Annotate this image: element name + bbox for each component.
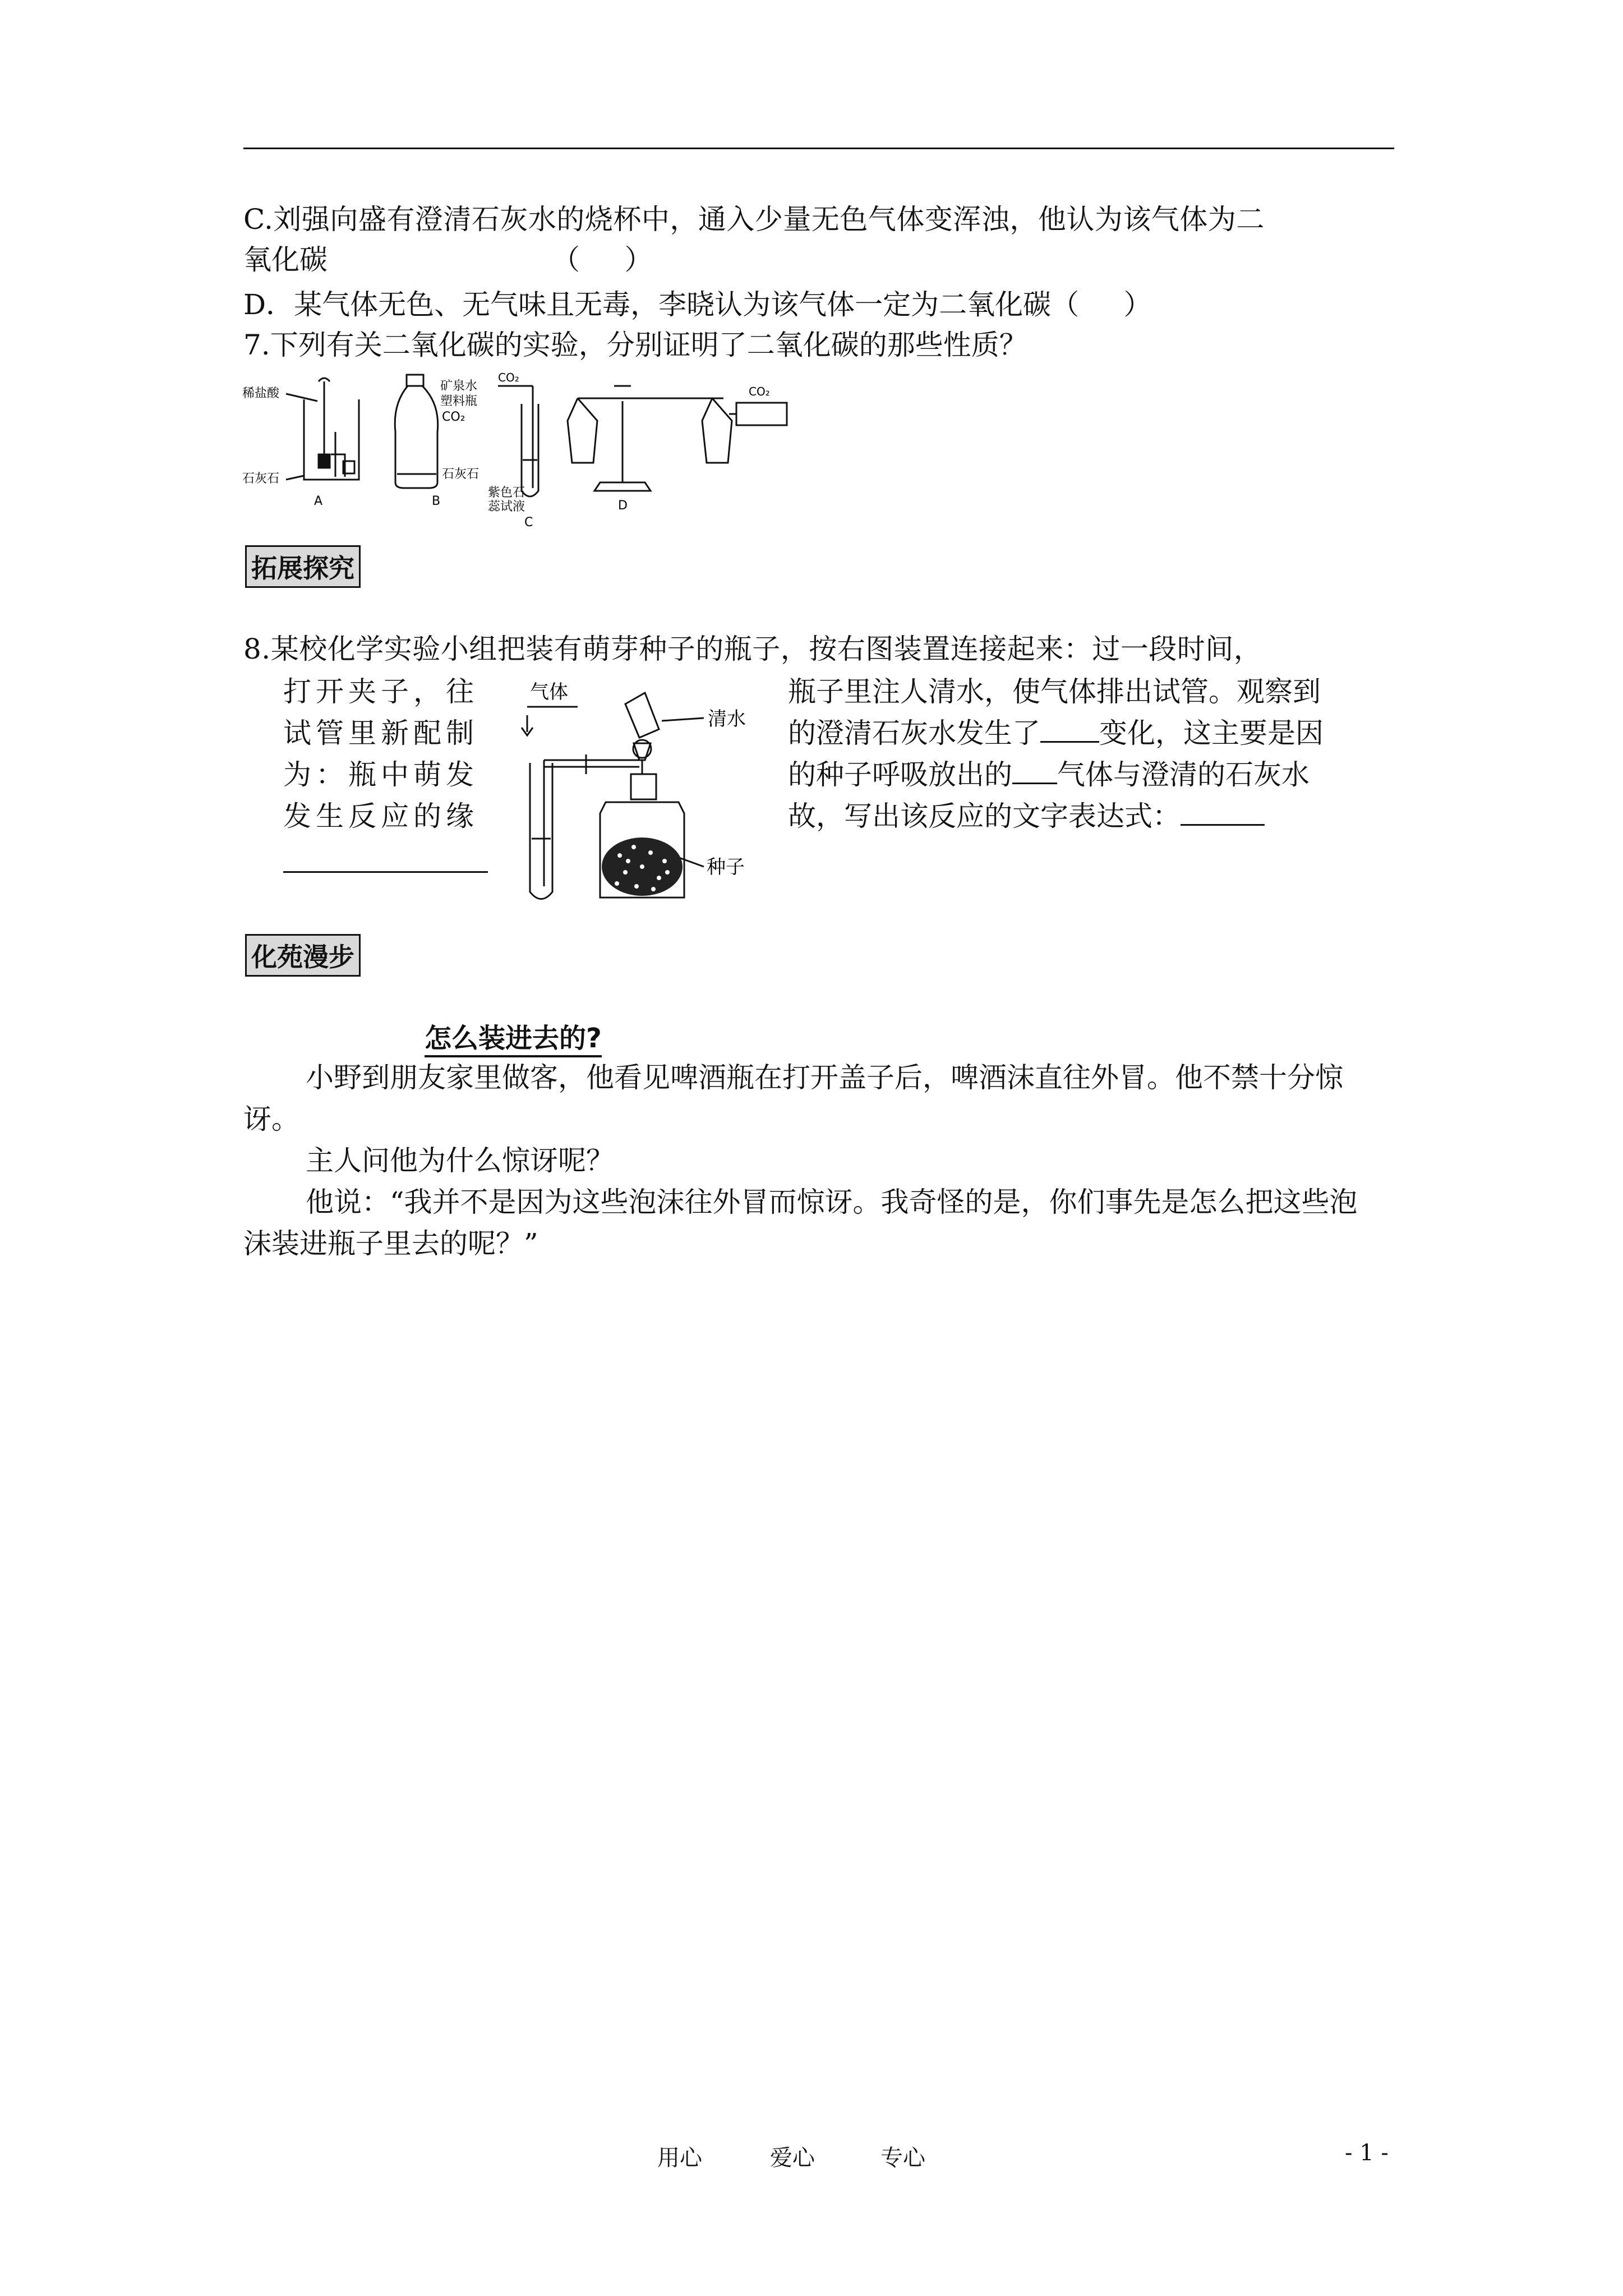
footer-word-1: 用心 (657, 2145, 702, 2171)
footer-word-2: 爱心 (770, 2145, 815, 2171)
label-seeds: 种子 (707, 856, 745, 878)
story-p2: 主人问他为什么惊讶呢？ (306, 1144, 614, 1177)
experiment-a (286, 378, 359, 480)
label-litmus-2: 蕊试液 (488, 500, 525, 514)
label-litmus-1: 紫色石 (488, 486, 525, 500)
label-co2-c: CO₂ (498, 371, 519, 384)
label-b: B (432, 494, 441, 508)
label-co2-d: CO₂ (749, 385, 770, 398)
label-limestone-a: 石灰石 (242, 472, 280, 486)
label-bottle-1: 矿泉水 (440, 379, 478, 393)
question-7: 7.下列有关二氧化碳的实验，分别证明了二氧化碳的那些性质？ (243, 329, 1027, 361)
q8-right-3a: 的种子呼吸放出的 (788, 758, 1012, 791)
label-d: D (618, 499, 628, 513)
question-8-line1: 8.某校化学实验小组把装有萌芽种子的瓶子，按右图装置连接起来：过一段时间， (243, 633, 1262, 665)
q8-left-3: 为：瓶中萌发 (283, 758, 478, 791)
label-acid: 稀盐酸 (242, 386, 280, 401)
seed-respiration-apparatus (505, 676, 774, 912)
header-rule (243, 148, 1394, 149)
story-title: 怎么装进去的? (425, 1016, 602, 1057)
label-co2-b: CO₂ (442, 410, 465, 424)
label-c: C (524, 516, 533, 530)
story-p3-line2: 沫装进瓶子里去的呢？” (243, 1227, 538, 1260)
experiment-c (498, 386, 538, 496)
question-c-text: 氧化碳 (243, 243, 328, 276)
answer-blank-expression[interactable] (283, 849, 488, 873)
label-limestone-b: 石灰石 (442, 467, 479, 481)
q8-right-1: 瓶子里注人清水，使气体排出试管。观察到 (788, 675, 1321, 708)
answer-blank-equation[interactable] (1181, 802, 1265, 826)
q8-left-4: 发生反应的缘 (283, 800, 478, 832)
story-p3-line1: 他说：“我并不是因为这些泡沫往外冒而惊讶。我奇怪的是，你们事先是怎么把这些泡 (306, 1186, 1358, 1218)
label-bottle-2: 塑料瓶 (440, 394, 478, 408)
answer-blank-gas[interactable] (1012, 760, 1057, 784)
label-a: A (314, 494, 323, 508)
story-p1-line1: 小野到朋友家里做客，他看见啤酒瓶在打开盖子后，啤酒沫直往外冒。他不禁十分惊 (306, 1061, 1343, 1094)
question-8-right-column (788, 671, 1324, 837)
page-number: - 1 - (1345, 2140, 1389, 2166)
question-c-line1: C.刘强向盛有澄清石灰水的烧杯中，通入少量无色气体变浑浊，他认为该气体为二 (243, 203, 1265, 236)
question-d: D．某气体无色、无气味且无毒，李晓认为该气体一定为二氧化碳（ ） (243, 288, 1152, 321)
q8-right-2a: 的澄清石灰水发生了 (788, 717, 1040, 749)
experiment-b (395, 375, 437, 488)
q8-right-3b: 气体与澄清的石灰水 (1057, 758, 1310, 791)
q8-left-2: 试管里新配制 (283, 717, 478, 749)
footer-word-3: 专心 (880, 2145, 925, 2171)
story-p1-line2: 讶。 (243, 1103, 299, 1135)
co2-experiments-figure (241, 370, 813, 539)
q8-right-4: 故，写出该反应的文字表达式： (788, 800, 1181, 832)
label-gas: 气体 (530, 681, 568, 703)
answer-paren: （ ） (552, 243, 653, 276)
experiment-d (568, 386, 787, 491)
section-chemistry-stroll: 化苑漫步 (245, 934, 361, 977)
section-extension-inquiry: 拓展探究 (245, 545, 361, 588)
q8-left-1: 打开夹子，往 (283, 675, 478, 708)
question-8-left-column (283, 671, 488, 884)
question-c-line2 (243, 241, 652, 278)
label-water: 清水 (708, 708, 746, 730)
q8-right-2b: 变化，这主要是因 (1099, 717, 1324, 749)
answer-blank-change[interactable] (1040, 719, 1099, 743)
